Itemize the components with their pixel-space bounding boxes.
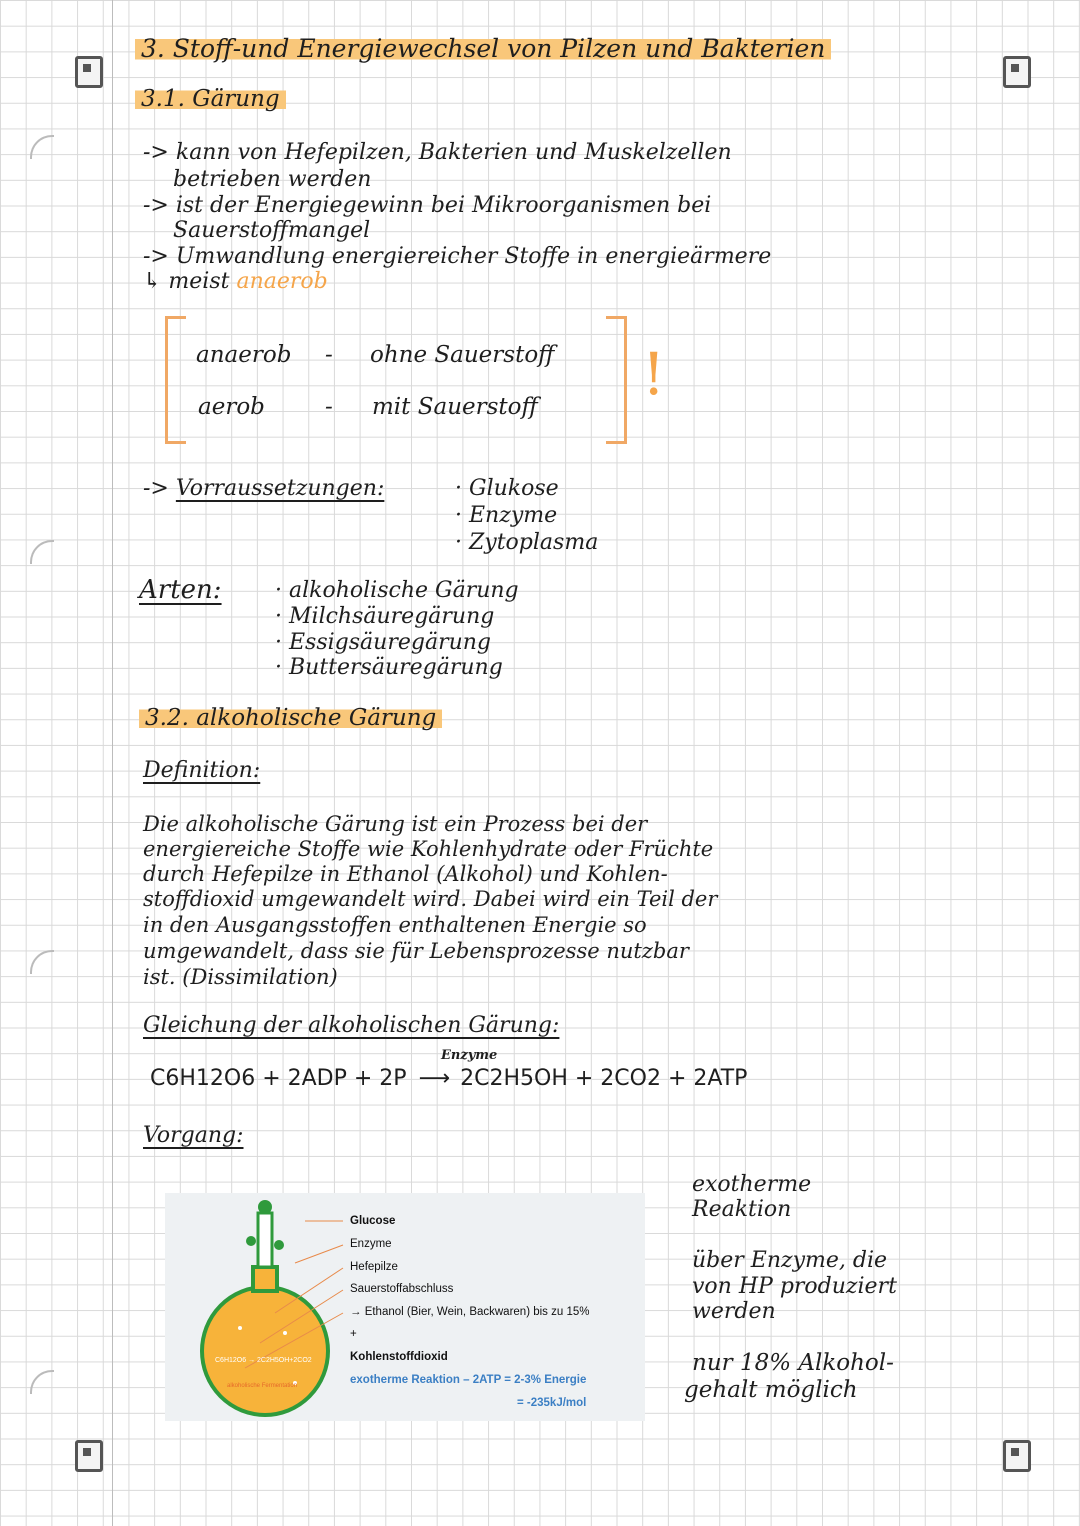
definition-line: Die alkoholische Gärung ist ein Prozess bei der: [143, 812, 648, 836]
definition-line: durch Hefepilze in Ethanol (Alkohol) und Kohlen-: [143, 862, 668, 886]
subsection-title: 3.2. alkoholische Gärung: [139, 705, 442, 731]
flask-formula: C6H12O6 → 2C2H5OH+2CO2: [215, 1357, 312, 1364]
bullet-line: Sauerstoffmangel: [173, 218, 371, 243]
binder-ring-icon: [1003, 1440, 1031, 1472]
enzyme-label: Enzyme: [441, 1048, 498, 1063]
fig-label-co2: Kohlenstoffdioxid: [350, 1351, 448, 1363]
equation-left: C6H12O6 + 2ADP + 2P: [150, 1066, 407, 1091]
left-bracket: [165, 316, 186, 444]
list-item: · Buttersäuregärung: [275, 655, 503, 680]
arten-label: Arten:: [139, 575, 222, 605]
flask-caption: alkoholische Fermentation: [227, 1383, 298, 1389]
vorgang-label: Vorgang:: [143, 1123, 244, 1148]
side-note-line: exotherme: [692, 1172, 812, 1197]
punch-hole-icon: [30, 540, 54, 564]
list-item: · Enzyme: [455, 503, 558, 528]
dash: -: [325, 342, 333, 368]
fermentation-figure: [165, 1193, 645, 1421]
list-item: · Zytoplasma: [455, 530, 599, 555]
side-note-line: Reaktion: [692, 1197, 792, 1222]
dash: -: [325, 394, 333, 420]
section-title: 3. Stoff-und Energiewechsel von Pilzen und Bakterien: [135, 34, 831, 63]
voraus-label: -> Vorraussetzungen:: [143, 476, 385, 501]
binder-ring-icon: [75, 56, 103, 88]
anaerob-highlight: anaerob: [236, 269, 328, 294]
fig-label-hefepilze: Hefepilze: [350, 1261, 398, 1273]
list-item: · Essigsäuregärung: [275, 630, 492, 655]
binder-ring-icon: [75, 1440, 103, 1472]
side-note-line: werden: [692, 1299, 776, 1324]
equation: C6H12O6 + 2ADP + 2P ⟶ 2C2H5OH + 2CO2 + 2ATP: [150, 1066, 748, 1091]
punch-hole-icon: [30, 135, 54, 159]
def-anaerob: ohne Sauerstoff: [370, 342, 555, 368]
list-item: · alkoholische Gärung: [275, 578, 519, 603]
equation-label: Gleichung der alkoholischen Gärung:: [143, 1013, 560, 1038]
list-item: · Glukose: [455, 476, 559, 501]
definition-line: umgewandelt, dass sie für Lebensprozesse nutzbar: [143, 939, 689, 963]
bullet-line: -> ist der Energiegewinn bei Mikroorganismen bei: [143, 193, 712, 218]
fig-label-sauerstoff: Sauerstoffabschluss: [350, 1283, 454, 1295]
right-bracket: [606, 316, 627, 444]
fig-label-enzyme: Enzyme: [350, 1238, 392, 1250]
definition-line: ist. (Dissimilation): [143, 965, 338, 989]
punch-hole-icon: [30, 1370, 54, 1394]
term-aerob: aerob: [198, 394, 265, 420]
def-aerob: mit Sauerstoff: [372, 394, 538, 420]
bullet-line: betrieben werden: [173, 167, 372, 192]
fig-label-ethanol: → Ethanol (Bier, Wein, Backwaren) bis zu 15%: [350, 1306, 590, 1318]
bullet-line: ↳ meist anaerob: [143, 269, 328, 294]
definition-line: energiereiche Stoffe wie Kohlenhydrate oder Früchte: [143, 837, 714, 861]
exclamation-icon: !: [642, 340, 666, 408]
term-anaerob: anaerob: [196, 342, 292, 368]
punch-hole-icon: [30, 950, 54, 974]
definition-line: stoffdioxid umgewandelt wird. Dabei wird ein Teil der: [143, 887, 718, 911]
subsection-title: 3.1. Gärung: [135, 86, 286, 112]
binder-ring-icon: [1003, 56, 1031, 88]
fig-reaction: exotherme Reaktion – 2ATP = 2-3% Energie: [350, 1374, 587, 1386]
fig-label-glucose: Glucose: [350, 1215, 396, 1227]
side-note-line: nur 18% Alkohol-: [692, 1350, 894, 1376]
bullet-line: -> kann von Hefepilzen, Bakterien und Muskelzellen: [143, 140, 732, 165]
definition-line: in den Ausgangsstoffen enthaltenen Energie so: [143, 913, 647, 937]
bullet-line: -> Umwandlung energiereicher Stoffe in energieärmere: [143, 244, 772, 269]
fig-label-plus: +: [350, 1328, 357, 1340]
margin-line: [112, 0, 113, 1526]
side-note-line: gehalt möglich: [684, 1377, 858, 1403]
equation-right: 2C2H5OH + 2CO2 + 2ATP: [460, 1066, 748, 1091]
side-note-line: von HP produziert: [692, 1274, 897, 1299]
side-note-line: über Enzyme, die: [692, 1248, 888, 1273]
definition-label: Definition:: [143, 758, 261, 783]
fig-energy: = -235kJ/mol: [517, 1397, 587, 1409]
list-item: · Milchsäuregärung: [275, 604, 495, 629]
